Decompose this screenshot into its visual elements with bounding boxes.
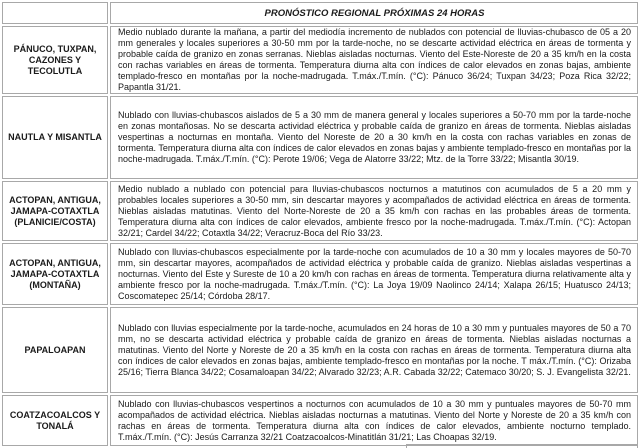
region-cell: NAUTLA Y MISANTLA bbox=[2, 96, 108, 179]
forecast-cell bbox=[110, 307, 638, 393]
region-cell: ACTOPAN, ANTIGUA, JAMAPA-COTAXTLA (MONTAÑA) bbox=[2, 243, 108, 305]
table-row bbox=[2, 181, 638, 241]
table-row bbox=[2, 96, 638, 179]
region-cell: ACTOPAN, ANTIGUA, JAMAPA-COTAXTLA (PLANICIE/COSTA) bbox=[2, 181, 108, 241]
forecast-text: Nublado con lluvias-chubascos aislados de 5 a 30 mm de manera general y locales superiores a 50-70 mm por la tarde-noche en zonas montañosas. No se descarta actividad eléctrica y probable caída de granizo en áreas de tormenta. Nieblas aisladas vespertinas a nocturnas en montaña. Viento del Noreste de 20 a 30 km/h en la costa con rachas variables en zonas de tormenta. Temperatura diurna alta con índices de calor elevados en zonas bajas y ambiente templado-fresco en montañas por la noche-madrugada. T.máx./T.mín. (°C): Perote 19/06; Vega de Alatorre 33/22; Mtz. de la Torre 33/22; Misantla 30/19. bbox=[118, 110, 631, 164]
table-header-row bbox=[2, 2, 638, 24]
next-row-cell-fragment bbox=[406, 444, 638, 448]
forecast-cell bbox=[110, 243, 638, 305]
header-empty-cell bbox=[2, 2, 108, 24]
forecast-text: Medio nublado durante la mañana, a partir del mediodía incremento de nublados con potencial de lluvias-chubasco de 05 a 20 mm generales y locales superiores a 30-50 mm por la tarde-noche, no se descarte actividad eléctrica en áreas de tormenta y probable caída de granizo en zonas serranas. Nieblas aisladas nocturnas. Viento del Este-Noreste de 20 a 35 km/h en la costa con rachas variables en áreas de tormenta. Temperatura diurna alta con índices de calor elevados en zonas bajas, ambiente templado-fresco en montañas por la noche-madrugada. T.máx./T.mín. (°C): Pánuco 36/24; Tuxpan 34/23; Poza Rica 32/22; Papantla 31/21. bbox=[118, 27, 631, 92]
region-cell: PÁNUCO, TUXPAN, CAZONES Y TECOLUTLA bbox=[2, 26, 108, 94]
forecast-cell bbox=[110, 181, 638, 241]
forecast-text: Nublado con lluvias-chubascos vespertinos a nocturnos con acumulados de 10 a 30 mm y puntuales mayores de 50-70 mm acompañados de actividad eléctrica. Nieblas aisladas nocturnas a matutinas. Viento del Norte y Noreste de 20 a 35 km/h con rachas en áreas de tormenta. Temperatura diurna alta con índices de calor elevados, ambiente nocturno templado. T.máx./T.mín. (°C): Jesús Carranza 32/21 Coatzacoalcos-Minatitlán 31/21; Las Choapas 32/19. bbox=[118, 398, 631, 442]
forecast-cell bbox=[110, 96, 638, 179]
table-row bbox=[2, 243, 638, 305]
table-title: PRONÓSTICO REGIONAL PRÓXIMAS 24 HORAS bbox=[264, 7, 485, 19]
forecast-text: Nublado con lluvias especialmente por la tarde-noche, acumulados en 24 horas de 10 a 30 mm y puntuales mayores de 50 a 70 mm, no se descarta actividad eléctrica y probable caída de granizo en áreas de tormenta. Nieblas aisladas nocturnas a matutinas. Viento del Norte y Noreste de 20 a 35 km/h en la costa con rachas en áreas de tormenta. Temperatura diurna alta con índices de calor elevados en zonas bajas, ambiente templado-fresco en montañas por la noche. T máx./T.mín. (°C): Orizaba 25/16; Tierra Blanca 34/22; Cosamaloapan 34/22; Alvarado 32/23; A.R. Cabada 32/22; Catemaco 30/20; S. J. Evangelista 32/21. bbox=[118, 322, 631, 377]
forecast-text: Nublado con lluvias-chubascos especialmente por la tarde-noche con acumulados de 10 a 30 mm y locales mayores de 50-70 mm, sin descartar mayores, acompañados de actividad eléctrica y probable caída de granizo. Nieblas aisladas vespertinas a nocturnas. Viento del Este y Sureste de 10 a 20 km/h con rachas en áreas de tormenta. Temperatura diurna relativamente alta y ambiente fresco por la noche-madrugada. T.máx./T.mín. (°C): La Joya 19/09 Naolinco 24/14; Xalapa 26/15; Huatusco 24/13; Coscomatepec 25/14; Córdoba 28/17. bbox=[118, 246, 631, 301]
region-cell: COATZACOALCOS Y TONALÁ bbox=[2, 395, 108, 446]
table-row bbox=[2, 307, 638, 393]
table-row bbox=[2, 26, 638, 94]
forecast-cell bbox=[110, 26, 638, 94]
region-cell: PAPALOAPAN bbox=[2, 307, 108, 393]
forecast-text: Medio nublado a nublado con potencial para lluvias-chubascos nocturnos a matutinos con acumulados de 5 a 20 mm y probables locales superiores a 30-50 mm, sin descartar mayores y acompañados de actividad eléctrica en áreas de tormenta. Nieblas aisladas matutinas. Viento del Norte-Noreste de 20 a 35 km/h con rachas en las probables áreas de tormenta. Temperatura diurna alta con índices de calor elevados, ambiente fresco por la noche-madrugada. T.máx./T.mín. (°C): Actopan 32/21; Cardel 34/22; Cotaxtla 34/22; Veracruz-Boca del Río 33/23. bbox=[118, 183, 631, 238]
header-title-cell bbox=[110, 2, 638, 24]
forecast-cell bbox=[110, 395, 638, 446]
table-row bbox=[2, 395, 638, 446]
